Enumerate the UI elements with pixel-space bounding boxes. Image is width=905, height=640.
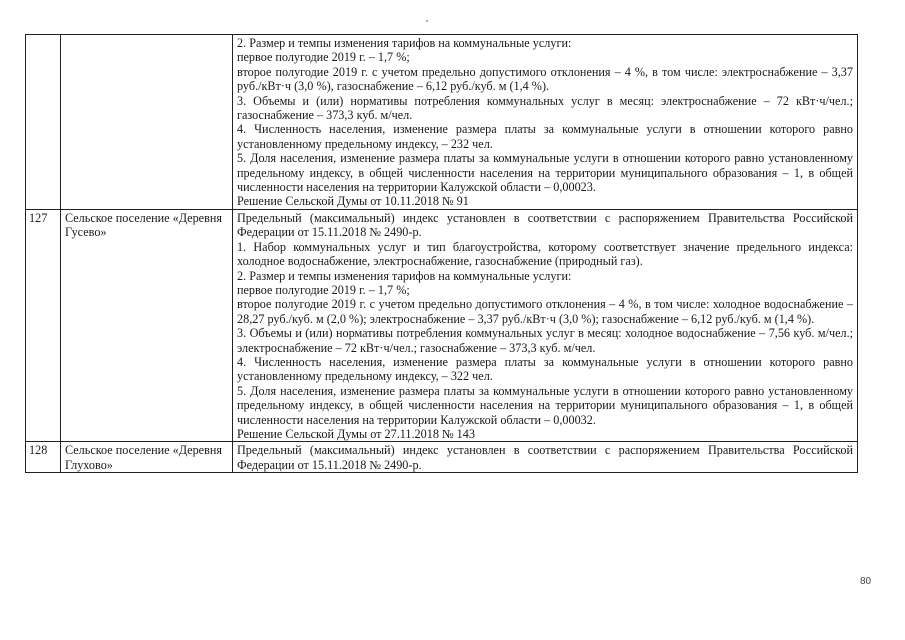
- decision-line: Решение Сельской Думы от 10.11.2018 № 91: [237, 194, 469, 209]
- row-details: [233, 35, 858, 210]
- detail-line: 3. Объемы и (или) нормативы потребления коммунальных услуг в месяц: холодное водоснабжение – 7,56 куб. м/чел.; электроснабжение – 72 кВт·ч/чел.; газоснабжение – 373,3 куб. м/чел.: [237, 326, 853, 355]
- detail-line: второе полугодие 2019 г. с учетом предельно допустимого отклонения – 4 %, в том числе: электроснабжение – 3,37 руб./кВт·ч (3,0 %), газоснабжение – 6,12 руб./куб. м (1,4 %).: [237, 64, 853, 94]
- detail-line: 2. Размер и темпы изменения тарифов на коммунальные услуги:: [237, 36, 572, 50]
- detail-line: Предельный (максимальный) индекс установлен в соответствии с распоряжением Правительства Российской Федерации от 15.11.2018 № 2490-р.: [237, 210, 853, 240]
- detail-line: первое полугодие 2019 г. – 1,7 %;: [237, 282, 410, 297]
- detail-line: 5. Доля населения, изменение размера платы за коммунальные услуги в отношении которого равно установленному предельному индексу, в общей численности населения на территории муниципального образования – 1, в общей численности населения на территории Калужской области – 0,00032.: [237, 383, 853, 427]
- row-details: [233, 209, 858, 442]
- detail-line: 4. Численность населения, изменение размера платы за коммунальные услуги в отношении которого равно установленному предельному индексу, – 232 чел.: [237, 122, 853, 151]
- settlement-name: [61, 35, 233, 210]
- detail-line: первое полугодие 2019 г. – 1,7 %;: [237, 50, 410, 65]
- table-row: [26, 35, 858, 210]
- detail-line: 5. Доля населения, изменение размера платы за коммунальные услуги в отношении которого равно установленному предельному индексу, в общей численности населения на территории муниципального образования – 1, в общей численности населения на территории Калужской области – 0,00023.: [237, 151, 853, 195]
- tariff-table: [25, 34, 858, 473]
- decision-line: Решение Сельской Думы от 27.11.2018 № 143: [237, 426, 475, 441]
- detail-line: 1. Набор коммунальных услуг и тип благоустройства, которому соответствует значение предельного индекса: холодное водоснабжение, электроснабжение, газоснабжение (природный газ).: [237, 239, 853, 269]
- table-row: [26, 209, 858, 442]
- detail-line: Предельный (максимальный) индекс установлен в соответствии с распоряжением Правительства Российской Федерации от 15.11.2018 № 2490-р.: [237, 443, 853, 472]
- row-number: 127: [26, 209, 61, 442]
- detail-line: 2. Размер и темпы изменения тарифов на коммунальные услуги:: [237, 268, 572, 283]
- page-number: 80: [860, 576, 872, 587]
- row-number: [26, 35, 61, 210]
- row-number: 128: [26, 442, 61, 473]
- detail-line: 4. Численность населения, изменение размера платы за коммунальные услуги в отношении которого равно установленному предельному индексу, – 322 чел.: [237, 354, 853, 384]
- detail-line: 3. Объемы и (или) нормативы потребления коммунальных услуг в месяц: электроснабжение – 72 кВт·ч/чел.; газоснабжение – 373,3 куб. м/чел.: [237, 93, 853, 123]
- table-row: [26, 442, 858, 473]
- scan-dot: [426, 20, 428, 22]
- detail-line: второе полугодие 2019 г. с учетом предельно допустимого отклонения – 4 %, в том числе: холодное водоснабжение – 28,27 руб./куб. м (2,0 %); электроснабжение – 3,37 руб./кВт·ч (3,0 %); газоснабжение – 6,12 руб./куб. м (1,4 %).: [237, 297, 853, 326]
- settlement-name: Сельское поселение «Деревня Глухово»: [61, 442, 233, 473]
- settlement-name: Сельское поселение «Деревня Гусево»: [61, 209, 233, 442]
- row-details: [233, 442, 858, 473]
